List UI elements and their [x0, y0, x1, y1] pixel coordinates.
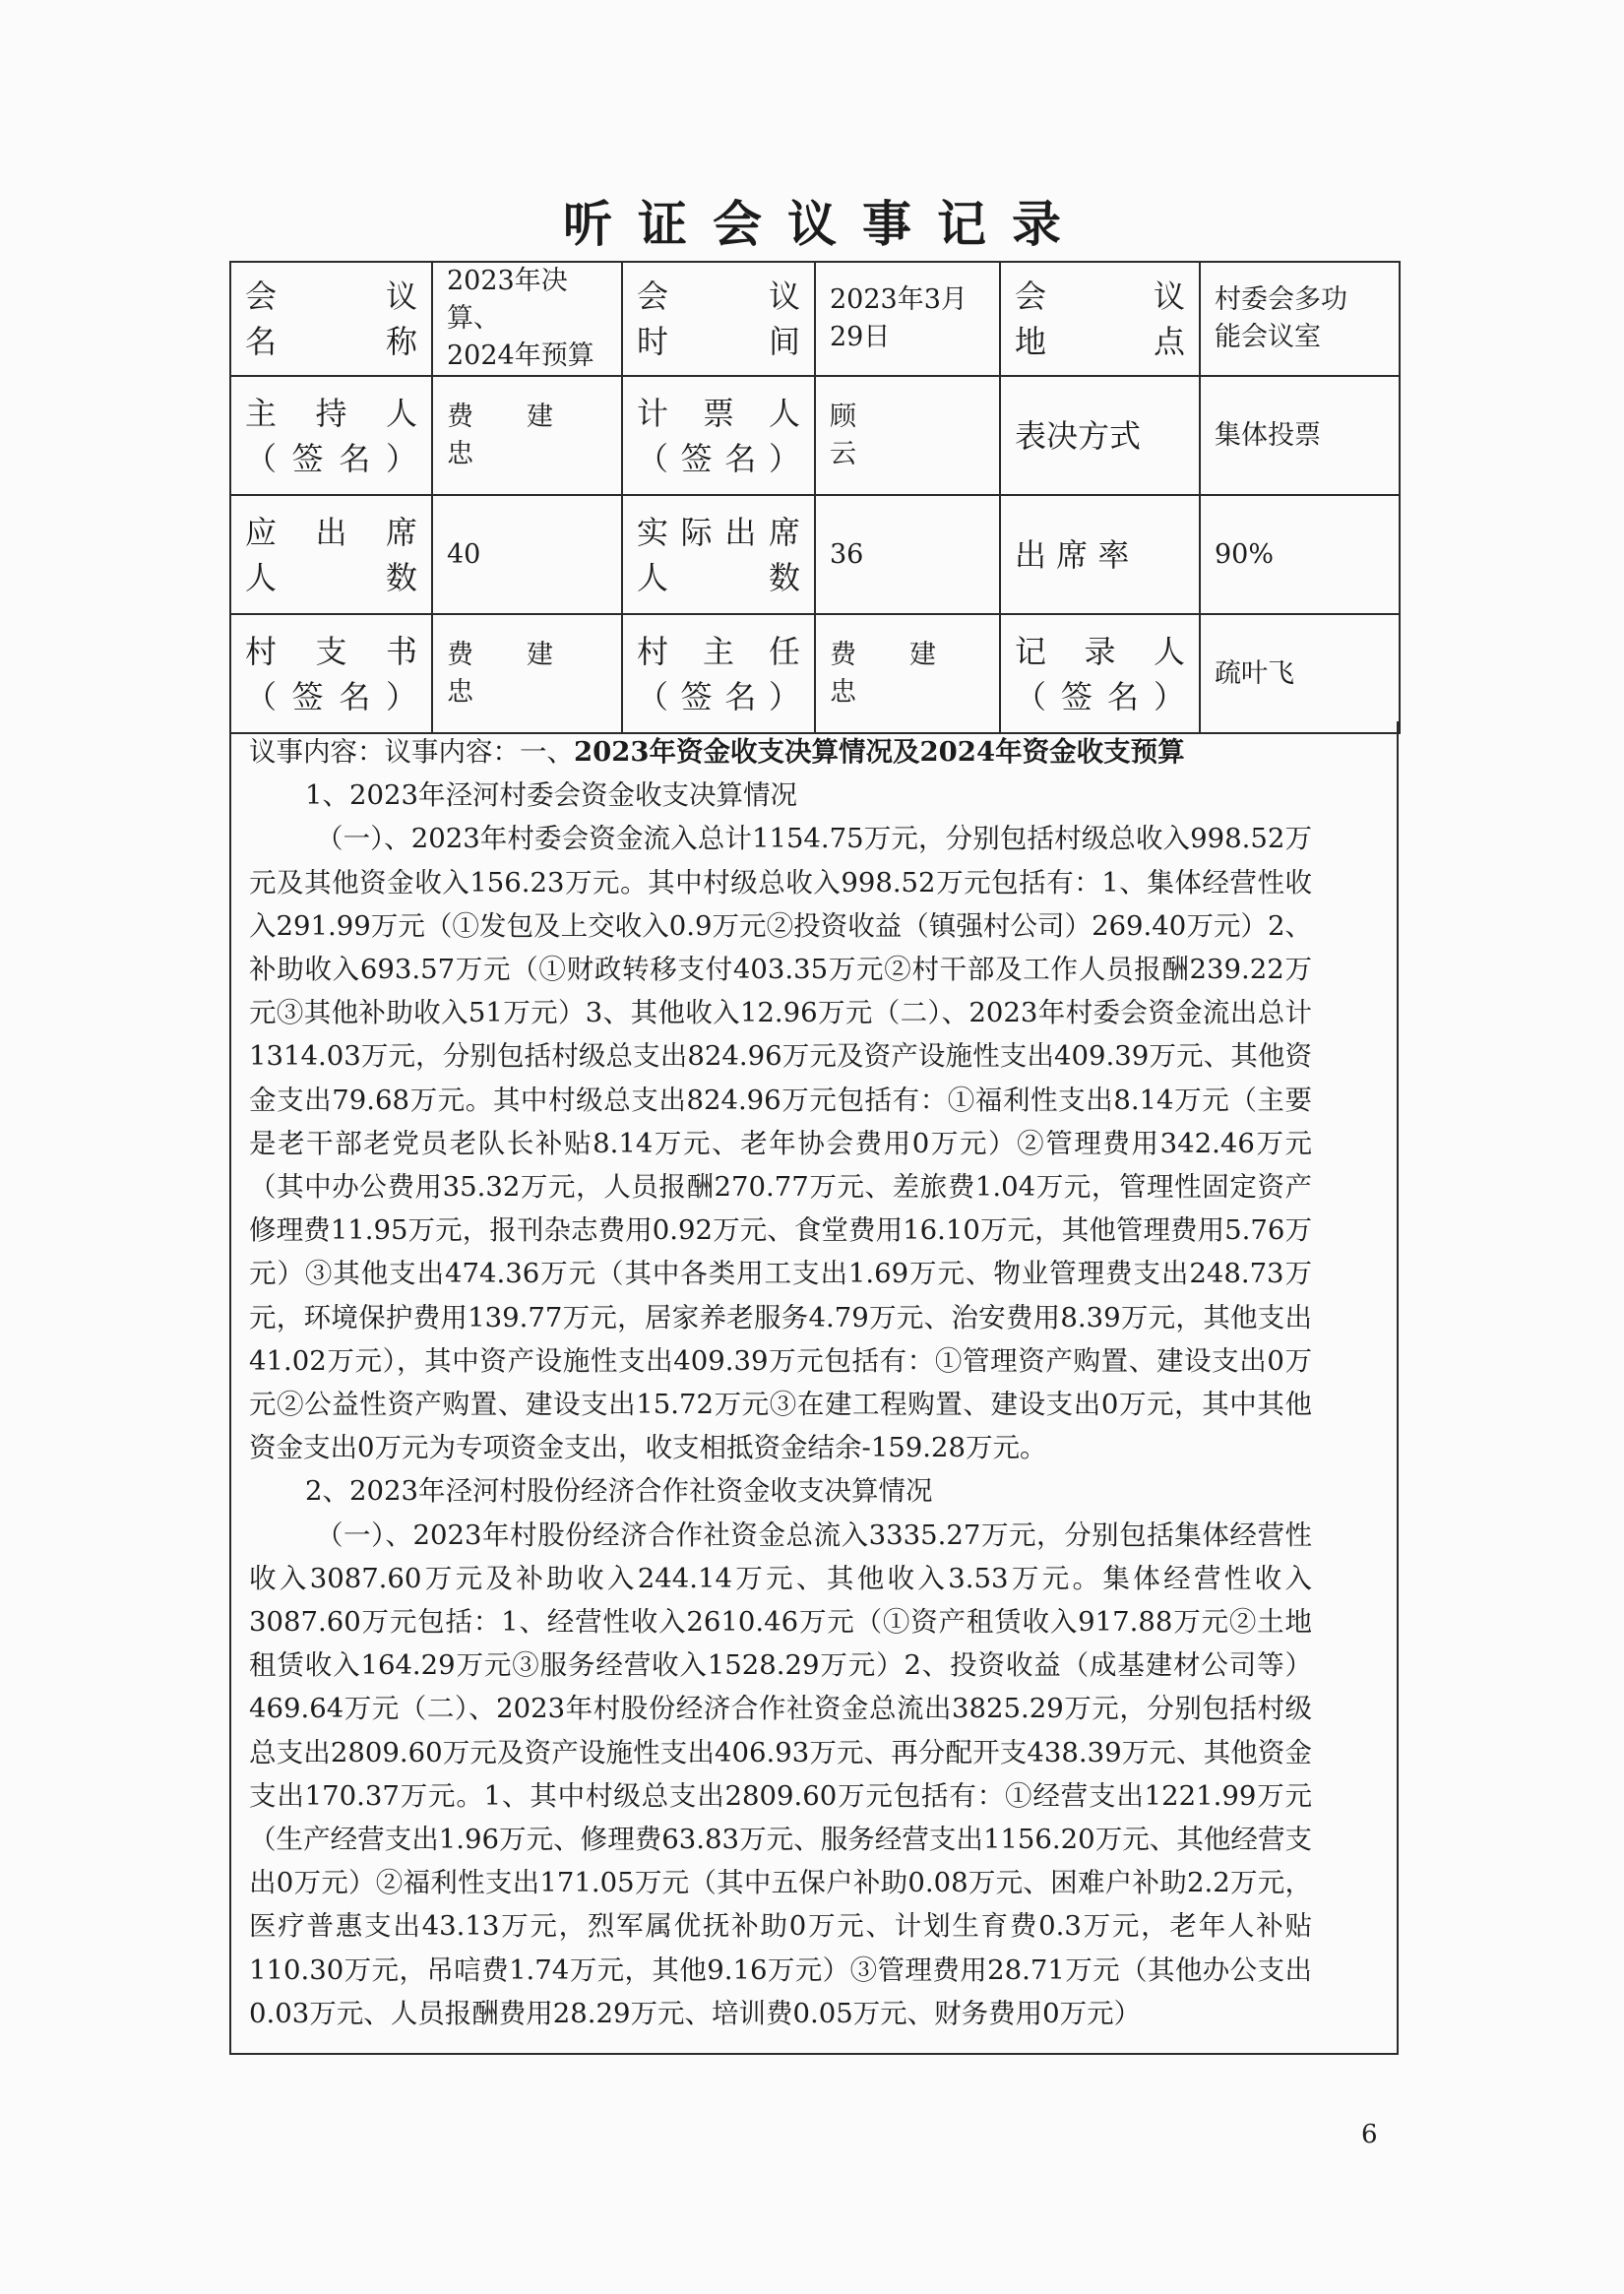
meeting-content: [249, 730, 1312, 2035]
section2-body: （一）、2023年村股份经济合作社资金总流入3335.27万元，分别包括集体经营性收入3087.60万元及补助收入244.14万元、其他收入3.53万元。集体经营性收入3087.60万元包括：1、经营性收入2610.46万元（①资产租赁收入917.88万元②土地租赁收入164.29万元③服务经营收入1528.29万元）2、投资收益（成基建材公司等）469.64万元（二）、2023年村股份经济合作社资金总流出3825.29万元，分别包括村级总支出2809.60万元及资产设施性支出406.93万元、再分配开支438.39万元、其他资金支出170.37万元。1、其中村级总支出2809.60万元包括有：①经营支出1221.99万元（生产经营支出1.96万元、修理费63.83万元、服务经营支出1156.20万元、其他经营支出0万元）②福利性支出171.05万元（其中五保户补助0.08万元、困难户补助2.2万元，医疗普惠支出43.13万元，烈军属优抚补助0万元、计划生育费0.3万元，老年人补贴110.30万元，吊唁费1.74万元，其他9.16万元）③管理费用28.71万元（其他办公支出0.03万元、人员报酬费用28.29万元、培训费0.05万元、财务费用0万元）: [249, 1519, 1312, 2029]
attendance-rate-value: 90%: [1200, 495, 1400, 614]
party-secretary-label: 村 支 书 （签名）: [230, 614, 432, 733]
meeting-name-label: 会 议 名 称: [230, 262, 432, 376]
section2-title: 2、2023年泾河村股份经济合作社资金收支决算情况: [305, 1475, 933, 1508]
table-row: [230, 376, 1400, 495]
actual-attendance-value: 36: [815, 495, 1000, 614]
table-row: [230, 614, 1400, 733]
section1-title: 1、2023年泾河村委会资金收支决算情况: [305, 779, 797, 812]
attendance-rate-label: 出 席 率: [1000, 495, 1200, 614]
section1-body: （一）、2023年村委会资金流入总计1154.75万元，分别包括村级总收入998.52万元及其他资金收入156.23万元。其中村级总收入998.52万元包括有：1、集体经营性收入291.99万元（①发包及上交收入0.9万元②投资收益（镇强村公司）269.40万元）2、补助收入693.57万元（①财政转移支付403.35万元②村干部及工作人员报酬239.22万元③其他补助收入51万元）3、其他收入12.96万元（二）、2023年村委会资金流出总计1314.03万元，分别包括村级总支出824.96万元及资产设施性支出409.39万元、其他资金支出79.68万元。其中村级总支出824.96万元包括有：①福利性支出8.14万元（主要是老干部老党员老队长补贴8.14万元、老年协会费用0万元）②管理费用342.46万元（其中办公费用35.32万元，人员报酬270.77万元、差旅费1.04万元，管理性固定资产修理费11.95万元，报刊杂志费用0.92万元、食堂费用16.10万元，其他管理费用5.76万元）③其他支出474.36万元（其中各类用工支出1.69万元、物业管理费支出248.73万元，环境保护费用139.77万元，居家养老服务4.79万元、治安费用8.39万元，其他支出41.02万元），其中资产设施性支出409.39万元包括有：①管理资产购置、建设支出0万元②公益性资产购置、建设支出15.72万元③在建工程购置、建设支出0万元，其中其他资金支出0万元为专项资金支出，收支相抵资金结余-159.28万元。: [249, 823, 1312, 1464]
meeting-time-value: 2023年3月 29日: [815, 262, 1000, 376]
meeting-name-value: 2023年决算、 2024年预算: [432, 262, 622, 376]
vote-counter-signature: 顾 云: [815, 376, 1000, 495]
meeting-time-label: 会 议 时 间: [622, 262, 815, 376]
vote-counter-label: 计 票 人 （签名）: [622, 376, 815, 495]
document-title: 听证会议事记录: [563, 195, 1087, 253]
table-row: [230, 495, 1400, 614]
host-signature: 费 建 忠: [432, 376, 622, 495]
village-director-label: 村 主 任 （签名）: [622, 614, 815, 733]
voting-method-label: 表决方式: [1000, 376, 1200, 495]
content-heading: 议事内容：议事内容：一、2023年资金收支决算情况及2024年资金收支预算: [249, 736, 1185, 768]
expected-attendance-value: 40: [432, 495, 622, 614]
meeting-place-label: 会 议 地 点: [1000, 262, 1200, 376]
page-number: 6: [1361, 2120, 1378, 2149]
recorder-label: 记 录 人 （签名）: [1000, 614, 1200, 733]
meeting-info-table: [229, 261, 1401, 734]
host-label: 主 持 人 （签名）: [230, 376, 432, 495]
voting-method-value: 集体投票: [1200, 376, 1400, 495]
party-secretary-signature: 费 建 忠: [432, 614, 622, 733]
meeting-place-value: 村委会多功 能会议室: [1200, 262, 1400, 376]
actual-attendance-label: 实际出席 人 数: [622, 495, 815, 614]
village-director-signature: 费 建 忠: [815, 614, 1000, 733]
table-row: [230, 262, 1400, 376]
expected-attendance-label: 应 出 席 人 数: [230, 495, 432, 614]
recorder-signature: 疏叶飞: [1200, 614, 1400, 733]
